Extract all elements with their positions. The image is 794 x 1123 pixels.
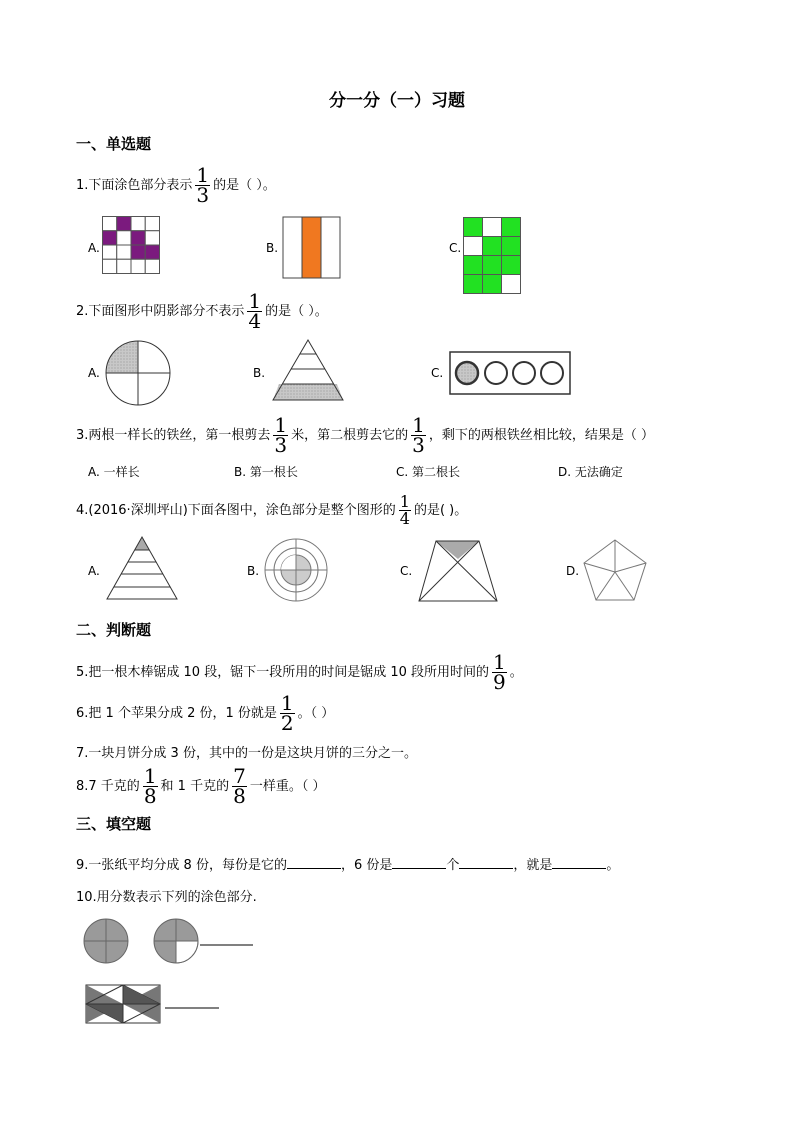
shaded-cell xyxy=(483,237,502,256)
shaded-cell xyxy=(502,218,521,237)
q2-option-b-label: B. xyxy=(253,366,266,380)
q2-option-a-circle xyxy=(105,340,171,406)
grid-cell xyxy=(117,259,131,273)
shaded-cell xyxy=(464,218,483,237)
answer-blank[interactable] xyxy=(459,856,513,869)
shaded-cell xyxy=(117,217,131,231)
fraction: $\frac{1}{4}$ xyxy=(399,492,410,528)
shaded-cell xyxy=(145,245,159,259)
q10-rectangle-figure xyxy=(85,984,221,1026)
section-heading-fill-in: 三、填空题 xyxy=(76,815,152,833)
q3-option-c: C. 第二根长 xyxy=(396,465,461,479)
shaded-cell xyxy=(464,275,483,294)
q4-option-b-rings xyxy=(263,537,329,603)
question-1-text-end: 的是（ ）。 xyxy=(213,178,276,193)
question-10: 10.用分数表示下列的涂色部分. xyxy=(76,890,257,905)
q2-option-c-label: C. xyxy=(431,366,444,380)
q3-option-a: A. 一样长 xyxy=(88,465,140,479)
question-1 xyxy=(76,163,276,207)
shaded-cell xyxy=(464,256,483,275)
fraction: $\frac{1}{3}$ xyxy=(274,413,288,457)
question-4: 4.(2016·深圳坪山)下面各图中，涂色部分是整个图形的 $\frac{1}{4}$ 的是( )。 xyxy=(76,492,468,528)
question-6: 6.把 1 个苹果分成 2 份，1 份就是 $\frac{1}{2}$ 。（ ） xyxy=(76,691,335,735)
shaded-cell xyxy=(502,256,521,275)
grid-cell xyxy=(131,259,145,273)
fraction: $\frac{1}{9}$ xyxy=(493,650,506,694)
grid-cell xyxy=(103,245,117,259)
q3-option-d: D. 无法确定 xyxy=(558,465,623,479)
question-2: 2.下面图形中阴影部分不表示 $\frac{1}{4}$ 的是（ ）。 xyxy=(76,289,328,333)
answer-blank[interactable] xyxy=(392,856,446,869)
q4-option-c-label: C. xyxy=(400,564,413,578)
fraction: $\frac{1}{3}$ xyxy=(196,163,210,207)
fraction: $\frac{1}{4}$ xyxy=(248,289,262,333)
q3-option-b: B. 第一根长 xyxy=(234,465,298,479)
q4-option-b-label: B. xyxy=(247,564,260,578)
grid-cell xyxy=(103,259,117,273)
q10-circles-figure xyxy=(83,918,255,966)
shaded-cell xyxy=(483,256,502,275)
q1-option-c-grid xyxy=(463,217,521,279)
q4-option-a-triangle xyxy=(106,536,178,600)
fraction: $\frac{7}{8}$ xyxy=(233,764,246,808)
q4-option-a-label: A. xyxy=(88,564,100,578)
q2-option-b-triangle xyxy=(272,339,344,401)
grid-cell xyxy=(483,218,502,237)
shaded-cell xyxy=(103,231,117,245)
q4-option-c-trapezoid xyxy=(418,540,498,602)
shaded-cell xyxy=(131,245,145,259)
question-8: 8.7 千克的 $\frac{1}{8}$ 和 1 千克的 $\frac{7}{8}$ 一样重。（ ） xyxy=(76,764,326,808)
q4-option-d-label: D. xyxy=(566,564,580,578)
grid-cell xyxy=(103,217,117,231)
q1-option-a-grid xyxy=(102,216,160,278)
answer-blank[interactable] xyxy=(552,856,606,869)
q1-option-a-label: A. xyxy=(88,241,100,255)
grid-cell xyxy=(145,217,159,231)
q2-option-c-circles-box xyxy=(449,351,571,395)
grid-cell xyxy=(502,275,521,294)
question-9: 9.一张纸平均分成 8 份，每份是它的 ，6 份是 个 ，就是 。 xyxy=(76,858,620,873)
section-heading-single-choice: 一、单选题 xyxy=(76,135,152,153)
shaded-cell xyxy=(131,231,145,245)
fraction: $\frac{1}{2}$ xyxy=(280,691,294,735)
q1-option-b-bars xyxy=(283,217,341,279)
answer-blank[interactable] xyxy=(287,856,341,869)
grid-cell xyxy=(145,231,159,245)
page-title: 分一分（一）习题 xyxy=(329,91,465,111)
q1-option-c-label: C. xyxy=(449,241,462,255)
grid-cell xyxy=(145,259,159,273)
grid-cell xyxy=(464,237,483,256)
fraction: $\frac{1}{8}$ xyxy=(143,764,157,808)
q4-option-d-pentagon xyxy=(582,539,648,601)
question-7: 7.一块月饼分成 3 份，其中的一份是这块月饼的三分之一。 xyxy=(76,746,417,761)
grid-cell xyxy=(117,245,131,259)
grid-cell xyxy=(117,231,131,245)
question-3: 3.两根一样长的铁丝，第一根剪去 $\frac{1}{3}$ 米，第二根剪去它的 $\frac{1}{3}$ ，剩下的两根铁丝相比较，结果是（ ） xyxy=(76,413,655,457)
q1-option-b-label: B. xyxy=(266,241,279,255)
section-heading-true-false: 二、判断题 xyxy=(76,621,152,639)
grid-cell xyxy=(131,217,145,231)
fraction: $\frac{1}{3}$ xyxy=(412,413,425,457)
shaded-cell xyxy=(502,237,521,256)
q2-option-a-label: A. xyxy=(88,366,100,380)
question-1-text: 1.下面涂色部分表示 xyxy=(76,178,193,193)
q1-b-shaded-bar xyxy=(302,217,321,278)
question-5: 5.把一根木棒锯成 10 段，锯下一段所用的时间是锯成 10 段所用时间的 $\frac{1}{9}$ 。 xyxy=(76,650,523,694)
shaded-cell xyxy=(483,275,502,294)
